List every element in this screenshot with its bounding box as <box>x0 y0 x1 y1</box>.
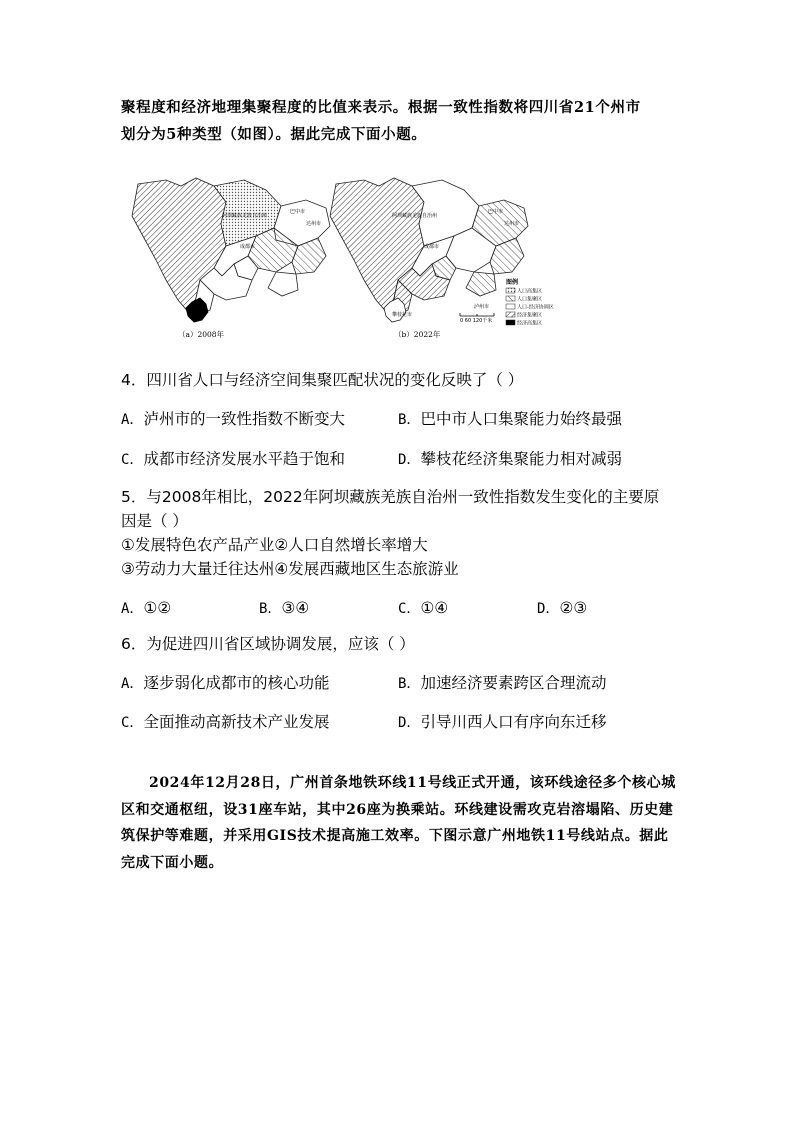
caption-2022: （b）2022年 <box>394 330 441 339</box>
q6-option-c[interactable] <box>121 710 329 735</box>
option-key: C． <box>398 601 421 617</box>
svg-text:阿坝藏族羌族自治州: 阿坝藏族羌族自治州 <box>392 213 438 219</box>
option-key: A． <box>121 601 144 617</box>
map-2008 <box>132 178 330 339</box>
map-2022 <box>330 178 554 339</box>
question-4-stem: 4．四川省人口与经济空间集聚匹配状况的变化反映了（ ） <box>121 371 524 389</box>
option-text: 引导川西人口有序向东迁移 <box>420 713 607 731</box>
svg-text:成都市: 成都市 <box>424 244 440 250</box>
legend-item-4: 经济集聚区 <box>517 312 543 319</box>
legend-item-2: 人口集聚区 <box>517 296 543 303</box>
option-key: C． <box>121 715 144 731</box>
legend-item-3: 人口-经济协调区 <box>517 304 554 311</box>
svg-text:攀枝花市: 攀枝花市 <box>392 312 413 318</box>
option-text: ③④ <box>281 599 310 617</box>
option-text: ②③ <box>559 599 588 617</box>
legend-item-5: 经济高集区 <box>517 320 543 327</box>
svg-text:达州市: 达州市 <box>504 221 520 227</box>
map-legend <box>506 278 554 327</box>
q5-option-b[interactable] <box>259 596 309 621</box>
intro-line-2: 划分为5种类型（如图）。据此完成下面小题。 <box>121 126 427 143</box>
q4-option-d[interactable] <box>398 447 622 472</box>
q5-stem-line-1: 5．与2008年相比，2022年阿坝藏族羌族自治州一致性指数发生变化的主要原 <box>121 488 660 506</box>
question-6-stem: 6．为促进四川省区域协调发展，应该（ ） <box>121 635 415 653</box>
option-key: C． <box>121 452 144 468</box>
option-text: 加速经济要素跨区合理流动 <box>420 674 607 692</box>
intro-paragraph <box>121 94 681 148</box>
q5-items-line-1: ①发展特色农产品产业②人口自然增长率增大 <box>121 536 428 554</box>
option-text: 攀枝花经济集聚能力相对减弱 <box>420 450 622 468</box>
legend-item-1: 人口高集区 <box>517 288 543 295</box>
option-text: 全面推动高新技术产业发展 <box>143 713 330 731</box>
q5-stem-line-2: 因是（ ） <box>121 512 188 530</box>
option-text: 巴中市人口集聚能力始终最强 <box>420 410 622 428</box>
option-key: D． <box>398 715 421 731</box>
metro-intro-paragraph: 2024年12月28日，广州首条地铁环线11号线正式开通，该环线途径多个核心城区和交通枢纽，设31座车站，其中26座为换乘站。环线建设需攻克岩溶塌陷、历史建筑保护等难题，并采用GIS技术提高施工效率。下图示意广州地铁11号线站点。据此完成下面小题。 <box>121 775 676 871</box>
option-text: ①② <box>143 599 172 617</box>
question-5-stem <box>121 485 681 581</box>
q6-option-a[interactable] <box>121 671 329 696</box>
svg-text:达州市: 达州市 <box>306 221 322 227</box>
scale-label: 0 60 120千米 <box>460 318 493 324</box>
caption-2008: （a）2008年 <box>178 330 225 339</box>
option-text: 逐步弱化成都市的核心功能 <box>143 674 330 692</box>
option-key: A． <box>121 412 144 428</box>
q5-option-c[interactable] <box>398 596 448 621</box>
legend-title: 图例 <box>506 279 519 286</box>
option-text: 成都市经济发展水平趋于饱和 <box>143 450 345 468</box>
sichuan-maps-figure <box>126 176 558 344</box>
option-key: B． <box>398 412 421 428</box>
q4-option-b[interactable] <box>398 407 622 432</box>
intro-line-1: 聚程度和经济地理集聚程度的比值来表示。根据一致性指数将四川省21个州市 <box>121 99 641 116</box>
option-key: B． <box>398 676 421 692</box>
q6-option-d[interactable] <box>398 710 606 735</box>
q4-option-a[interactable] <box>121 407 345 432</box>
svg-text:阿坝藏族羌族自治州: 阿坝藏族羌族自治州 <box>222 213 268 219</box>
option-text: 泸州市的一致性指数不断变大 <box>143 410 345 428</box>
q5-option-d[interactable] <box>537 596 587 621</box>
option-key: A． <box>121 676 144 692</box>
q5-option-a[interactable] <box>121 596 171 621</box>
option-key: D． <box>398 452 421 468</box>
q4-option-c[interactable] <box>121 447 345 472</box>
svg-text:泸州市: 泸州市 <box>474 304 490 310</box>
option-key: D． <box>537 601 560 617</box>
option-key: B． <box>259 601 282 617</box>
q6-option-b[interactable] <box>398 671 606 696</box>
svg-text:巴中市: 巴中市 <box>488 209 504 215</box>
q5-items-line-2: ③劳动力大量迁往达州④发展西藏地区生态旅游业 <box>121 560 459 578</box>
svg-text:成都市: 成都市 <box>240 244 256 250</box>
svg-text:巴中市: 巴中市 <box>290 209 306 215</box>
scale-bar <box>460 313 494 324</box>
option-text: ①④ <box>420 599 449 617</box>
